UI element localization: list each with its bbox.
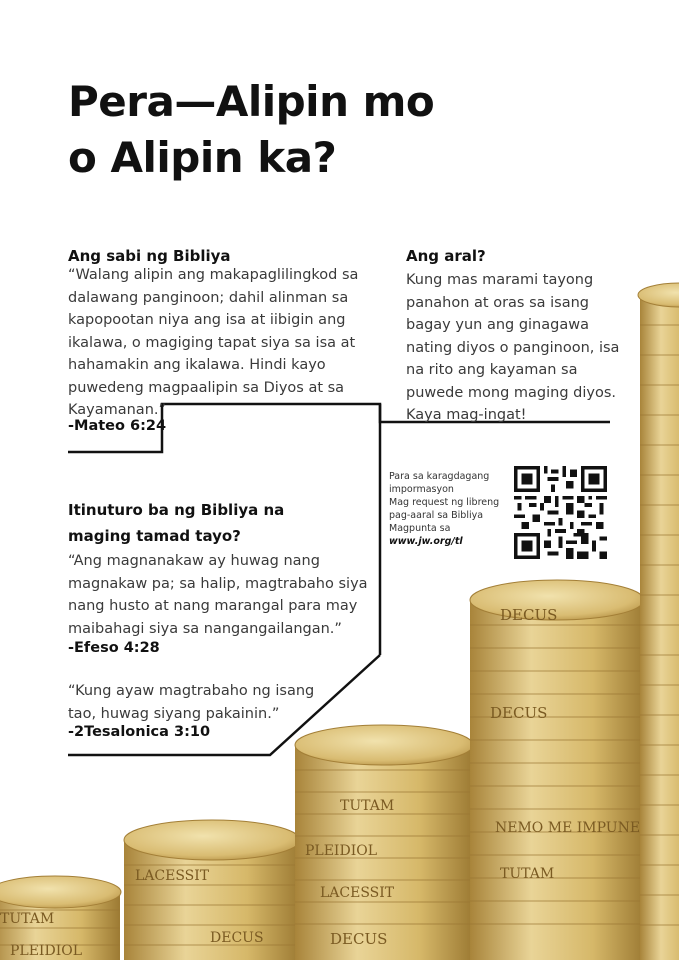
coin-engraving: LACESSIT	[135, 868, 210, 884]
coin-engraving: TUTAM	[0, 911, 55, 927]
coin-engraving: LACESSIT	[320, 885, 395, 901]
coin-engraving: DECUS	[210, 930, 264, 946]
coin-engraving: PLEIDIOL	[305, 843, 377, 859]
title-line-1: Pera—Alipin mo	[68, 77, 435, 126]
section-heading-lesson: Ang aral?	[406, 247, 486, 265]
coin-engraving: TUTAM	[500, 866, 555, 882]
coin-engraving: TUTAM	[340, 798, 395, 814]
heading-line-1: Itinuturo ba ng Bibliya na	[68, 501, 285, 519]
bible-reference-thessalonians: -2Tesalonica 3:10	[68, 724, 211, 740]
info-line: Magpunta sa	[389, 523, 451, 534]
coin-stack-1	[0, 876, 121, 960]
bible-quote-ephesians: “Ang magnanakaw ay huwag nang magnakaw pa; sa halip, magtrabaho siya nang husto at nang marangal para may maibahagi siya sa nangangailangan.”	[68, 553, 368, 637]
bible-reference-ephesians: -Efeso 4:28	[68, 640, 160, 656]
bible-quote-thessalonians: “Kung ayaw magtrabaho ng isang tao, huwag siyang pakainin.”	[68, 683, 315, 722]
section-heading-bible-says: Ang sabi ng Bibliya	[68, 247, 231, 265]
info-line: impormasyon	[389, 484, 454, 495]
coin-stack-5	[638, 283, 679, 960]
info-line: Para sa karagdagang	[389, 471, 490, 482]
heading-line-2: maging tamad tayo?	[68, 527, 241, 545]
more-info-block	[389, 470, 509, 548]
coin-engraving: DECUS	[500, 606, 558, 624]
info-line: pag-aaral sa Bibliya	[389, 510, 484, 521]
coin-stack-3	[295, 725, 473, 960]
info-line: Mag request ng libreng	[389, 497, 500, 508]
coin-engraving: NEMO ME IMPUNE	[495, 820, 641, 836]
website-link[interactable]: www.jw.org/tl	[389, 536, 463, 547]
lesson-text: Kung mas marami tayong panahon at oras sa isang bagay yun ang ginagawa nating diyos o panginoon, isa na rito ang kayaman sa puwede mong maging diyos. Kaya mag-ingat!	[406, 272, 620, 423]
section-heading-laziness	[68, 497, 284, 549]
page-title	[68, 74, 488, 186]
coin-engraving: DECUS	[330, 930, 388, 948]
coin-engraving: PLEIDIOL	[10, 943, 82, 959]
title-line-2: o Alipin ka?	[68, 133, 337, 182]
bible-reference-matthew: -Mateo 6:24	[68, 418, 167, 434]
coin-stack-2	[124, 820, 300, 960]
coin-stack-4	[470, 580, 645, 960]
qr-code-icon[interactable]	[514, 466, 607, 559]
coin-engraving: DECUS	[490, 704, 548, 722]
bible-quote-matthew: “Walang alipin ang makapaglilingkod sa dalawang panginoon; dahil alinman sa kapopootan niya ang isa at iibigin ang ikalawa, o magiging tapat siya sa isa at hahamakin ang ikalawa. Hindi kayo puwedeng magpaalipin sa Diyos at sa Kayamanan.”	[68, 267, 359, 418]
